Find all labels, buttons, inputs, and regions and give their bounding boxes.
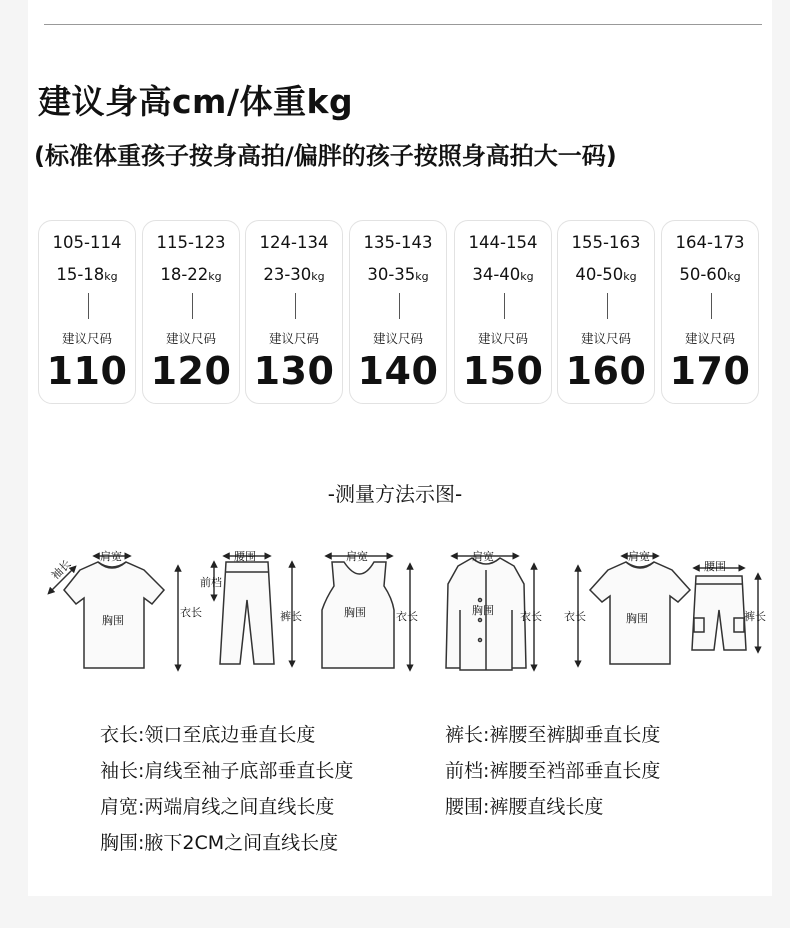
size-card	[661, 220, 759, 404]
divider-line	[192, 293, 193, 319]
pants-length-label: 裤长	[280, 610, 302, 623]
size-cards	[38, 220, 760, 404]
recommended-size: 120	[150, 349, 232, 393]
size-card	[142, 220, 240, 404]
divider-line	[607, 293, 608, 319]
divider-line	[399, 293, 400, 319]
length-label: 衣长	[564, 610, 586, 623]
recommend-label: 建议尺码	[477, 331, 528, 346]
shoulder-label: 肩宽	[628, 550, 650, 563]
desc-waist: 腰围:裤腰直线长度	[445, 796, 604, 818]
desc-sleeve: 袖长:肩线至袖子底部垂直长度	[100, 760, 354, 782]
recommended-size: 170	[669, 349, 751, 393]
chest-label: 胸围	[626, 612, 648, 625]
pants-length-label: 裤长	[744, 610, 766, 623]
shorts-icon	[692, 576, 746, 650]
measurement-section-title: -测量方法示图-	[327, 482, 463, 506]
measurement-diagrams	[40, 540, 770, 690]
height-range: 144-154	[468, 233, 538, 252]
size-card	[557, 220, 655, 404]
length-label: 衣长	[180, 606, 202, 619]
recommend-label: 建议尺码	[61, 331, 112, 346]
waist-label: 腰围	[234, 550, 256, 563]
divider-line	[295, 293, 296, 319]
page-title: 建议身高cm/体重kg	[38, 82, 354, 121]
length-label: 衣长	[520, 610, 542, 623]
divider-line	[711, 293, 712, 319]
desc-length: 衣长:领口至底边垂直长度	[100, 724, 316, 746]
height-range: 115-123	[156, 233, 226, 252]
desc-pants-length: 裤长:裤腰至裤脚垂直长度	[445, 724, 661, 746]
desc-rise: 前档:裤腰至裆部垂直长度	[445, 760, 661, 782]
chest-label: 胸围	[102, 614, 124, 627]
height-range: 164-173	[675, 233, 745, 252]
waist-label: 腰围	[704, 560, 726, 573]
weight-range: 15-18kg	[56, 265, 118, 284]
divider-line	[504, 293, 505, 319]
recommend-label: 建议尺码	[580, 331, 631, 346]
shoulder-label: 肩宽	[472, 550, 494, 563]
sleeve-label: 袖长	[48, 557, 74, 583]
chest-label: 胸围	[472, 604, 494, 617]
length-label: 衣长	[396, 610, 418, 623]
pants-icon	[220, 562, 274, 664]
recommend-label: 建议尺码	[268, 331, 319, 346]
recommended-size: 110	[46, 349, 128, 393]
rise-label: 前档	[200, 576, 222, 589]
page-subtitle: (标准体重孩子按身高拍/偏胖的孩子按照身高拍大一码)	[34, 142, 617, 170]
size-card	[349, 220, 447, 404]
height-range: 155-163	[571, 233, 641, 252]
recommend-label: 建议尺码	[165, 331, 216, 346]
recommend-label: 建议尺码	[372, 331, 423, 346]
measurement-illustrations	[40, 540, 770, 690]
weight-range: 18-22kg	[160, 265, 222, 284]
recommended-size: 140	[357, 349, 439, 393]
height-range: 124-134	[259, 233, 329, 252]
weight-range: 30-35kg	[367, 265, 429, 284]
size-card	[38, 220, 136, 404]
height-range: 105-114	[52, 233, 122, 252]
recommended-size: 130	[253, 349, 335, 393]
size-card	[245, 220, 343, 404]
divider-line	[88, 293, 89, 319]
size-card	[454, 220, 552, 404]
shoulder-label: 肩宽	[346, 550, 368, 563]
weight-range: 34-40kg	[472, 265, 534, 284]
recommended-size: 150	[462, 349, 544, 393]
desc-shoulder: 肩宽:两端肩线之间直线长度	[100, 796, 335, 818]
weight-range: 50-60kg	[679, 265, 741, 284]
weight-range: 23-30kg	[263, 265, 325, 284]
shoulder-label: 肩宽	[100, 550, 122, 563]
top-divider	[44, 24, 762, 25]
height-range: 135-143	[363, 233, 433, 252]
recommend-label: 建议尺码	[684, 331, 735, 346]
weight-range: 40-50kg	[575, 265, 637, 284]
recommended-size: 160	[565, 349, 647, 393]
desc-chest: 胸围:腋下2CM之间直线长度	[100, 832, 339, 854]
chest-label: 胸围	[344, 606, 366, 619]
